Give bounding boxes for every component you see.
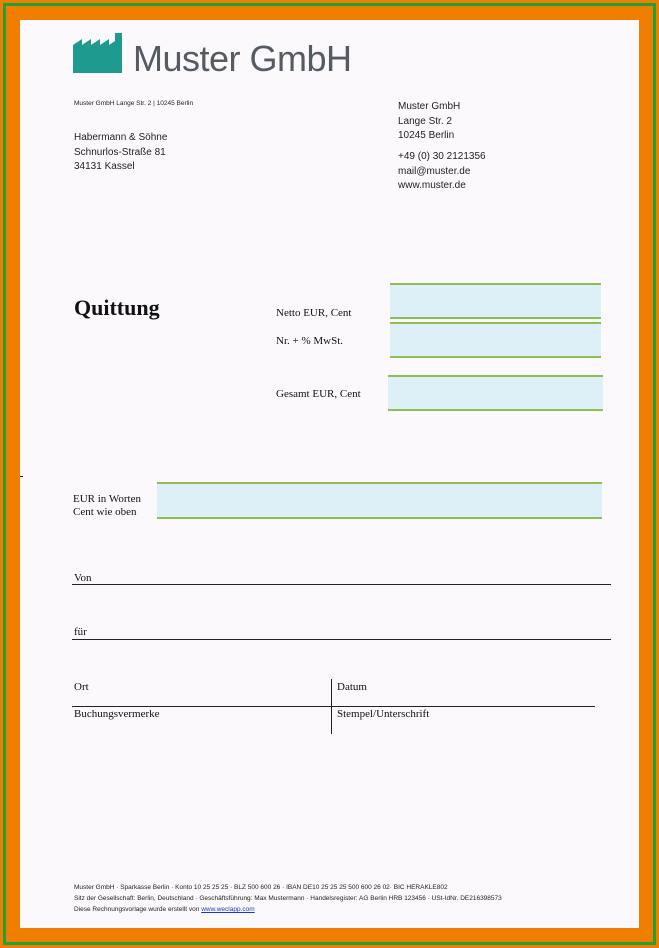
ort-label: Ort bbox=[74, 681, 89, 693]
contact-city: 10245 Berlin bbox=[398, 130, 455, 141]
words-label-line-2: Cent wie oben bbox=[73, 506, 137, 518]
mwst-field[interactable] bbox=[390, 322, 601, 358]
company-logo-text: Muster GmbH bbox=[133, 38, 352, 79]
contact-details bbox=[398, 150, 486, 194]
mwst-label: Nr. + % MwSt. bbox=[276, 335, 344, 347]
margin-mark bbox=[20, 476, 23, 477]
footer bbox=[74, 882, 502, 915]
footer-credit-text: Diese Rechnungsvorlage wurde erstellt von bbox=[74, 906, 202, 913]
footer-company-line: Sitz der Gesellschaft: Berlin, Deutschland · Geschäftsführung: Max Mustermann · Handelsregister: AG Berlin HRB 123456 · USt-IdNr. DE216398573 bbox=[74, 895, 502, 902]
contact-web: www.muster.de bbox=[398, 180, 466, 191]
document-page bbox=[20, 20, 639, 928]
weclapp-link[interactable]: www.weclapp.com bbox=[201, 906, 255, 913]
netto-label: Netto EUR, Cent bbox=[276, 307, 352, 319]
sender-line: Muster GmbH Lange Str. 2 | 10245 Berlin bbox=[74, 100, 194, 107]
words-field[interactable] bbox=[157, 482, 602, 519]
contact-phone: +49 (0) 30 2121356 bbox=[398, 151, 486, 162]
contact-email: mail@muster.de bbox=[398, 165, 471, 177]
stempel-label: Stempel/Unterschrift bbox=[337, 708, 430, 720]
recipient-line-3: 34131 Kassel bbox=[74, 161, 135, 172]
footer-credit-line bbox=[74, 904, 502, 915]
buchung-label: Buchungsvermerke bbox=[74, 708, 160, 720]
von-input-line[interactable] bbox=[72, 584, 611, 585]
fuer-label: für bbox=[74, 626, 87, 638]
recipient-address bbox=[74, 131, 167, 175]
contact-name: Muster GmbH bbox=[398, 101, 461, 112]
netto-field[interactable] bbox=[390, 283, 601, 319]
gesamt-label: Gesamt EUR, Cent bbox=[276, 388, 361, 400]
contact-address bbox=[398, 100, 460, 144]
table-divider-horizontal bbox=[72, 706, 595, 707]
von-label: Von bbox=[74, 572, 92, 584]
recipient-line-1: Habermann & Söhne bbox=[74, 132, 168, 143]
gesamt-field[interactable] bbox=[388, 375, 603, 411]
words-label-line-1: EUR in Worten bbox=[73, 493, 141, 505]
contact-street: Lange Str. 2 bbox=[398, 115, 452, 127]
recipient-line-2: Schnurlos-Straße 81 bbox=[74, 146, 166, 158]
words-label bbox=[73, 493, 141, 519]
datum-label: Datum bbox=[337, 681, 367, 693]
page-title: Quittung bbox=[74, 295, 160, 320]
footer-bank-line: Muster GmbH · Sparkasse Berlin · Konto 10 25 25 25 · BLZ 500 600 26 · IBAN DE10 25 25 25 500 600 26 02· BIC HERAKLE802 bbox=[74, 884, 448, 891]
fuer-input-line[interactable] bbox=[72, 639, 611, 640]
factory-logo-icon bbox=[73, 33, 125, 73]
